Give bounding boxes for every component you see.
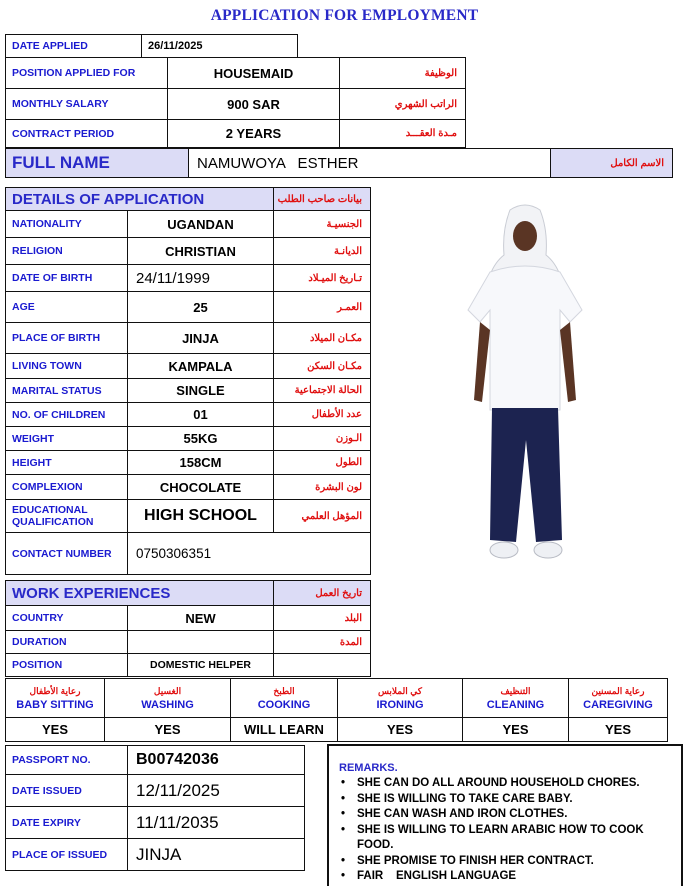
- contract-label: CONTRACT PERIOD: [6, 120, 168, 148]
- skills-table: [5, 678, 668, 742]
- remark-item: • SHE IS WILLING TO LEARN ARABIC HOW TO COOK FOOD.: [339, 823, 683, 854]
- skill-ironing-value: YES: [338, 718, 463, 742]
- contact-value: 0750306351: [128, 533, 371, 575]
- country-arabic: البلد: [274, 606, 371, 631]
- date-applied-value: 26/11/2025: [142, 35, 298, 58]
- age-value: 25: [128, 292, 274, 323]
- dob-arabic: تـاريخ الميـلاد: [274, 265, 371, 292]
- fullname-table: [5, 148, 673, 178]
- weight-value: 55KG: [128, 427, 274, 451]
- work-position-label: POSITION: [6, 654, 128, 677]
- remark-item: • SHE CAN DO ALL AROUND HOUSEHOLD CHORES.: [339, 776, 683, 792]
- skill-washing-arabic: الغسيل: [153, 686, 182, 696]
- skill-cooking: [231, 679, 338, 718]
- remark-item: • SHE IS WILLING TO TAKE CARE BABY.: [339, 792, 683, 808]
- living-town-arabic: مكـان السكن: [274, 354, 371, 379]
- skill-ironing-arabic: كي الملابس: [377, 686, 423, 696]
- education-arabic: المؤهل العلمي: [274, 500, 371, 533]
- passport-table: [5, 745, 305, 871]
- skill-baby-sitting-label: BABY SITTING: [16, 699, 94, 711]
- skill-cooking-label: COOKING: [257, 699, 311, 711]
- skill-washing-label: WASHING: [141, 699, 194, 711]
- salary-label: MONTHLY SALARY: [6, 89, 168, 120]
- date-expiry-label: DATE EXPIRY: [6, 807, 128, 839]
- country-value: NEW: [128, 606, 274, 631]
- nationality-arabic: الجنسيـة: [274, 211, 371, 238]
- skill-washing: [105, 679, 231, 718]
- passport-no-value: B00742036: [128, 746, 305, 775]
- place-of-birth-label: PLACE OF BIRTH: [6, 323, 128, 354]
- date-expiry-value: 11/11/2035: [128, 807, 305, 839]
- skill-cleaning-value: YES: [463, 718, 569, 742]
- place-of-birth-arabic: مكـان الميلاد: [274, 323, 371, 354]
- contract-arabic: مـدة العقـــد: [340, 120, 466, 148]
- country-label: COUNTRY: [6, 606, 128, 631]
- skill-baby-sitting-arabic: رعاية الأطفال: [29, 686, 81, 696]
- salary-arabic: الراتب الشهري: [340, 89, 466, 120]
- weight-arabic: الـوزن: [274, 427, 371, 451]
- passport-no-label: PASSPORT NO.: [6, 746, 128, 775]
- remarks-title: REMARKS.: [339, 762, 398, 774]
- position-label: POSITION APPLIED FOR: [6, 58, 168, 89]
- dob-value: 24/11/1999: [128, 265, 274, 292]
- contract-value: 2 YEARS: [168, 120, 340, 148]
- date-issued-label: DATE ISSUED: [6, 775, 128, 807]
- nationality-value: UGANDAN: [128, 211, 274, 238]
- remark-item: • SHE PROMISE TO FINISH HER CONTRACT.: [339, 854, 683, 870]
- skill-cooking-arabic: الطبخ: [273, 686, 295, 696]
- work-position-value: DOMESTIC HELPER: [128, 654, 274, 677]
- details-section-title-arabic: بيانات صاحب الطلب: [274, 188, 371, 211]
- fullname-value: NAMUWOYA ESTHER: [189, 149, 551, 178]
- skill-cooking-value: WILL LEARN: [231, 718, 338, 742]
- marital-status-label: MARITAL STATUS: [6, 379, 128, 403]
- salary-value: 900 SAR: [168, 89, 340, 120]
- place-issued-label: PLACE OF ISSUED: [6, 839, 128, 871]
- skill-cleaning-label: CLEANING: [486, 699, 545, 711]
- living-town-label: LIVING TOWN: [6, 354, 128, 379]
- children-value: 01: [128, 403, 274, 427]
- religion-label: RELIGION: [6, 238, 128, 265]
- nationality-label: NATIONALITY: [6, 211, 128, 238]
- details-section-title: DETAILS OF APPLICATION: [6, 188, 274, 211]
- complexion-label: COMPLEXION: [6, 475, 128, 500]
- education-value: HIGH SCHOOL: [128, 500, 274, 533]
- marital-status-arabic: الحالة الاجتماعية: [274, 379, 371, 403]
- work-table: [5, 580, 371, 677]
- complexion-arabic: لون البشرة: [274, 475, 371, 500]
- remark-item: • FAIR ENGLISH LANGUAGE: [339, 869, 683, 885]
- skill-baby-sitting: [6, 679, 105, 718]
- age-label: AGE: [6, 292, 128, 323]
- religion-value: CHRISTIAN: [128, 238, 274, 265]
- applicant-photo: [460, 200, 590, 580]
- height-value: 158CM: [128, 451, 274, 475]
- dob-label: DATE OF BIRTH: [6, 265, 128, 292]
- skill-washing-value: YES: [105, 718, 231, 742]
- place-issued-value: JINJA: [128, 839, 305, 871]
- age-arabic: العمـر: [274, 292, 371, 323]
- duration-label: DURATION: [6, 631, 128, 654]
- position-arabic: الوظيفة: [340, 58, 466, 89]
- skill-cleaning: [463, 679, 569, 718]
- fullname-label: FULL NAME: [6, 149, 189, 178]
- height-arabic: الطول: [274, 451, 371, 475]
- remarks-list: [339, 776, 683, 885]
- skill-ironing: [338, 679, 463, 718]
- skill-caregiving: [569, 679, 668, 718]
- duration-value: [128, 631, 274, 654]
- children-label: NO. OF CHILDREN: [6, 403, 128, 427]
- skill-cleaning-arabic: التنظيف: [500, 686, 531, 696]
- fullname-arabic: الاسم الكامل: [551, 149, 673, 178]
- marital-status-value: SINGLE: [128, 379, 274, 403]
- date-applied-label: DATE APPLIED: [6, 35, 142, 58]
- position-value: HOUSEMAID: [168, 58, 340, 89]
- religion-arabic: الديانـة: [274, 238, 371, 265]
- details-table: [5, 187, 371, 575]
- date-issued-value: 12/11/2025: [128, 775, 305, 807]
- skill-caregiving-value: YES: [569, 718, 668, 742]
- height-label: HEIGHT: [6, 451, 128, 475]
- work-section-title-arabic: تاريخ العمل: [274, 581, 371, 606]
- applicant-figure-icon: [460, 200, 590, 580]
- children-arabic: عدد الأطفال: [274, 403, 371, 427]
- skill-ironing-label: IRONING: [376, 699, 424, 711]
- place-of-birth-value: JINJA: [128, 323, 274, 354]
- complexion-value: CHOCOLATE: [128, 475, 274, 500]
- contact-label: CONTACT NUMBER: [6, 533, 128, 575]
- education-label: EDUCATIONAL QUALIFICATION: [6, 500, 128, 533]
- duration-arabic: المدة: [274, 631, 371, 654]
- skill-caregiving-arabic: رعاية المسنين: [591, 686, 645, 696]
- weight-label: WEIGHT: [6, 427, 128, 451]
- remarks-box: [327, 744, 683, 886]
- work-position-arabic: [274, 654, 371, 677]
- skill-caregiving-label: CAREGIVING: [583, 699, 653, 711]
- position-table: [5, 57, 466, 148]
- remark-item: • SHE CAN WASH AND IRON CLOTHES.: [339, 807, 683, 823]
- living-town-value: KAMPALA: [128, 354, 274, 379]
- page-title: APPLICATION FOR EMPLOYMENT: [210, 7, 479, 24]
- work-section-title: WORK EXPERIENCES: [6, 581, 274, 606]
- skill-baby-sitting-value: YES: [6, 718, 105, 742]
- header-table: [5, 34, 298, 58]
